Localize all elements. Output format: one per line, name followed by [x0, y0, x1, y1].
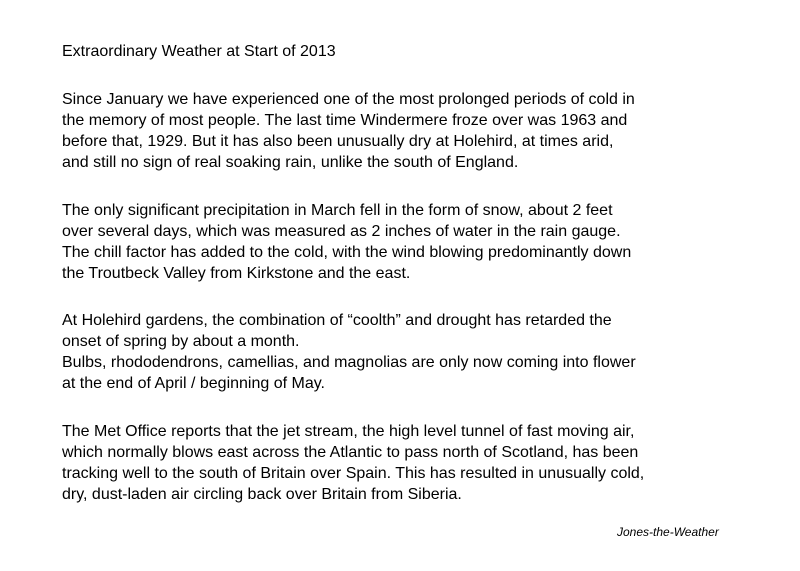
author-signature: Jones-the-Weather: [617, 525, 719, 539]
paragraph-line: At Holehird gardens, the combination of “coolth” and drought has retarded the: [62, 312, 612, 329]
paragraph-line: Bulbs, rhododendrons, camellias, and magnolias are only now coming into flower: [62, 354, 636, 371]
paragraph-line: The only significant precipitation in March fell in the form of snow, about 2 feet: [62, 202, 613, 219]
paragraph-gardens: [62, 310, 636, 394]
paragraph-line: and still no sign of real soaking rain, unlike the south of England.: [62, 154, 519, 171]
paragraph-line: onset of spring by about a month.: [62, 333, 300, 350]
paragraph-line: over several days, which was measured as 2 inches of water in the rain gauge.: [62, 223, 621, 240]
paragraph-line: The chill factor has added to the cold, with the wind blowing predominantly down: [62, 244, 632, 261]
paragraph-line: the Troutbeck Valley from Kirkstone and the east.: [62, 265, 411, 282]
paragraph-line: before that, 1929. But it has also been unusually dry at Holehird, at times arid,: [62, 133, 614, 150]
paragraph-line: tracking well to the south of Britain over Spain. This has resulted in unusually cold,: [62, 465, 645, 482]
paragraph-line: which normally blows east across the Atlantic to pass north of Scotland, has been: [62, 444, 639, 461]
paragraph-jet-stream: [62, 421, 644, 505]
paragraph-line: dry, dust-laden air circling back over Britain from Siberia.: [62, 486, 462, 503]
paragraph-precipitation: [62, 200, 631, 284]
paragraph-line: The Met Office reports that the jet stream, the high level tunnel of fast moving air,: [62, 423, 635, 440]
paragraph-cold-period: [62, 89, 635, 173]
paragraph-line: at the end of April / beginning of May.: [62, 375, 325, 392]
paragraph-line: Since January we have experienced one of the most prolonged periods of cold in: [62, 91, 635, 108]
paragraph-line: the memory of most people. The last time Windermere froze over was 1963 and: [62, 112, 628, 129]
document-title: Extraordinary Weather at Start of 2013: [62, 43, 336, 60]
